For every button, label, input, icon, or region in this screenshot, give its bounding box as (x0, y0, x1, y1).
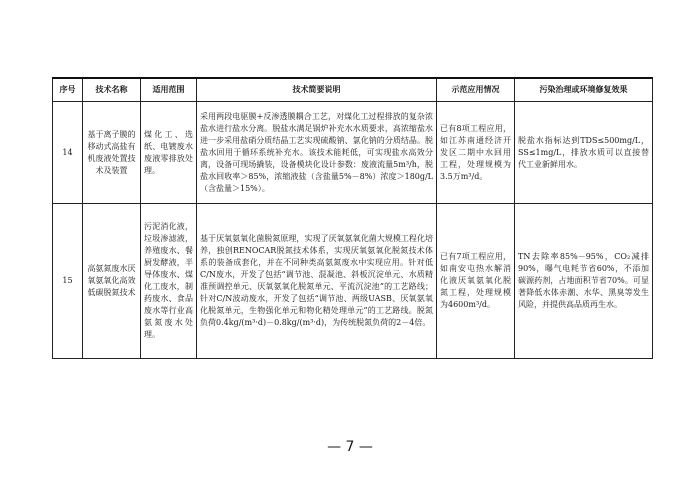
cell-no: 14 (53, 102, 83, 204)
technology-table (52, 77, 653, 359)
table-header-row (53, 78, 653, 102)
table-row (53, 102, 653, 204)
cell-scope: 煤化工、选纸、电镀废水废液零排放处理。 (141, 102, 197, 204)
cell-demo: 已有7项工程应用，如南安屯热水解消化液厌氧氨氧化脱氮工程，处理规模为4600m³/d。 (437, 204, 515, 359)
header-demo: 示范应用情况 (437, 78, 515, 102)
header-scope: 适用范围 (141, 78, 197, 102)
cell-scope: 污泥消化液，垃圾渗滤液，养殖废水、餐厨发酵液，半导体废水、煤化工废水，制药废水、食品废水等行业高氨氮废水处理。 (141, 204, 197, 359)
cell-description: 基于厌氧氨氧化菌脱氮原理，实现了厌氧氨氧化菌大规模工程化培养，独创RENOCAR脱氮技术体系，实现厌氧氨氧化脱氮技术体系的装备成套化，并在不同种类高氨氮废水中实现应用。针对低C/N废水，开发了包括“调节池、混凝池、斜板沉淀单元、水质精准预调控单元、厌氧氨氧化脱氮单元、平流沉淀池”的工艺路线；针对C/N波动废水，开发了包括“调节池、两级UASB、厌氧氨氧化脱氮单元，生物强化单元和物化精处理单元”的工艺路线。脱氮负荷0.4kg/(m³·d)－0.8kg/(m³·d)，为传统脱氮负荷的2－4倍。 (197, 204, 437, 359)
header-effect: 污染治理或环境修复效果 (515, 78, 653, 102)
cell-demo: 已有8项工程应用，如江苏南通经济开发区二期中水回用工程，处理规模为3.5万m³/d。 (437, 102, 515, 204)
header-no: 序号 (53, 78, 83, 102)
header-tech-name: 技术名称 (83, 78, 141, 102)
cell-description: 采用两段电驱膜+反渗透膜耦合工艺，对煤化工过程排放的复杂浓盐水进行盐水分离。脱盐水满足锅炉补充水水质要求，高浓缩盐水进一步采用盐硝分质结晶工艺实现硫酸钠、氯化钠的分质结晶。脱盐水回用于循环系统补充水。该技术能耗低，可实现盐水高效分离，设备可现场撬装，设备模块化设计参数：废液流量5m³/h，脱盐水回收率＞85%，浓缩液盐（含盐量5%－8%）浓度＞180g/L（含盐量＞15%）。 (197, 102, 437, 204)
header-description: 技术简要说明 (197, 78, 437, 102)
cell-no: 15 (53, 204, 83, 359)
cell-effect: 脱盐水指标达到TDS≤500mg/L，SS≤1mg/L，排放水质可以直接替代工业新鲜用水。 (515, 102, 653, 204)
page-number: — 7 — (327, 439, 373, 455)
cell-tech-name: 高氨氮废水厌氧氨氧化高效低碳脱氮技术 (83, 204, 141, 359)
cell-effect: TN去除率85%－95%，CO₂减排90%，曝气电耗节省60%，不添加碳源药剂，占地面积节省70%。可显著降低水体赤潮、水华、黑臭等发生风险，并提供高品质再生水。 (515, 204, 653, 359)
cell-tech-name: 基于离子膜的移动式高盐有机废液处置技术及装置 (83, 102, 141, 204)
table-row (53, 204, 653, 359)
